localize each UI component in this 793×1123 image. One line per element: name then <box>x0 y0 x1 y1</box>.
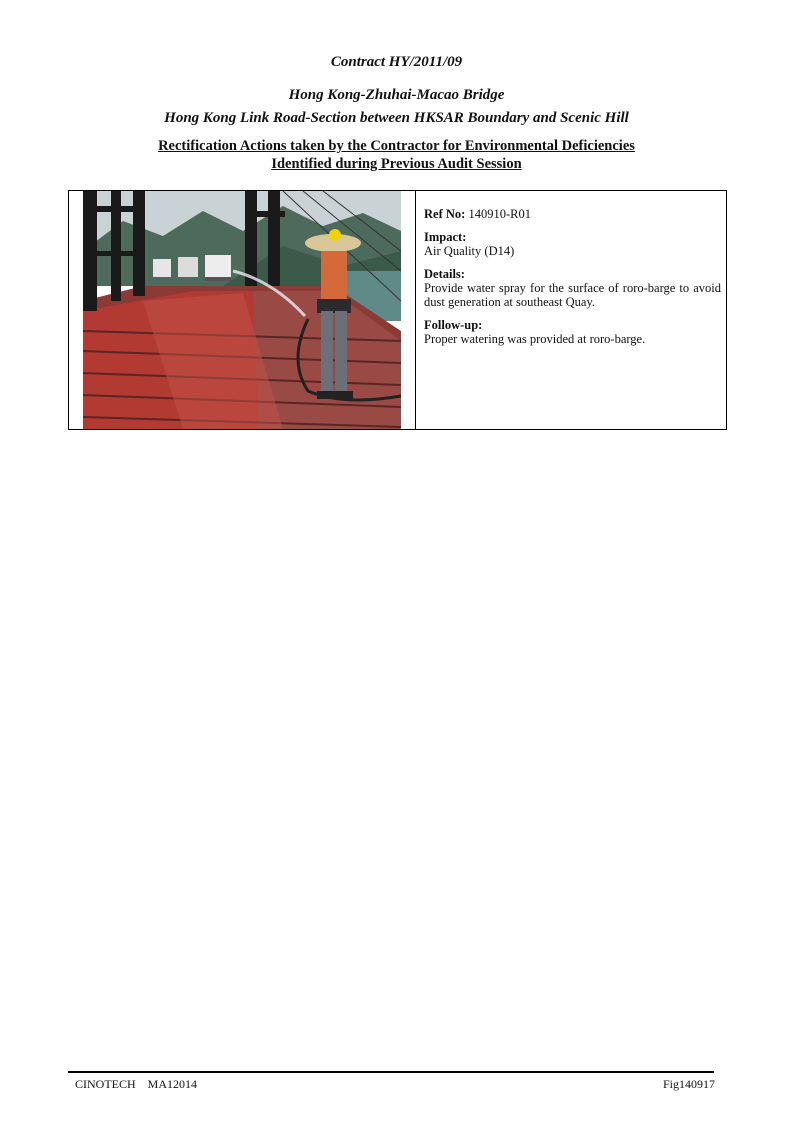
ref-row <box>424 207 721 221</box>
footer-figure-ref: Fig140917 <box>662 1077 715 1091</box>
worker-spraying-water-on-barge-photo <box>83 191 401 429</box>
details-label: Details: <box>424 267 465 281</box>
report-heading-line2: Identified during Previous Audit Session <box>271 156 522 172</box>
details-row <box>424 267 721 309</box>
footer-divider <box>68 1071 714 1073</box>
impact-label: Impact: <box>424 230 467 244</box>
followup-value: Proper watering was provided at roro-barge. <box>424 332 646 346</box>
followup-row <box>424 318 721 346</box>
impact-row <box>424 230 721 258</box>
site-photo <box>83 191 401 429</box>
rectification-table <box>68 190 727 430</box>
section-title: Hong Kong Link Road-Section between HKSAR Boundary and Scenic Hill <box>164 110 629 126</box>
impact-value: Air Quality (D14) <box>424 244 515 258</box>
footer-company-ref: CINOTECH MA12014 <box>75 1077 197 1091</box>
details-value: Provide water spray for the surface of roro-barge to avoid dust generation at southeast Quay. <box>424 281 721 309</box>
photo-cell <box>69 191 416 429</box>
ref-label: Ref No: <box>424 207 466 221</box>
project-title: Hong Kong-Zhuhai-Macao Bridge <box>288 87 505 103</box>
details-cell <box>424 207 721 355</box>
contract-title: Contract HY/2011/09 <box>330 54 463 70</box>
report-heading-line1: Rectification Actions taken by the Contractor for Environmental Deficiencies <box>158 138 635 154</box>
followup-label: Follow-up: <box>424 318 483 332</box>
ref-value: 140910-R01 <box>468 207 531 221</box>
